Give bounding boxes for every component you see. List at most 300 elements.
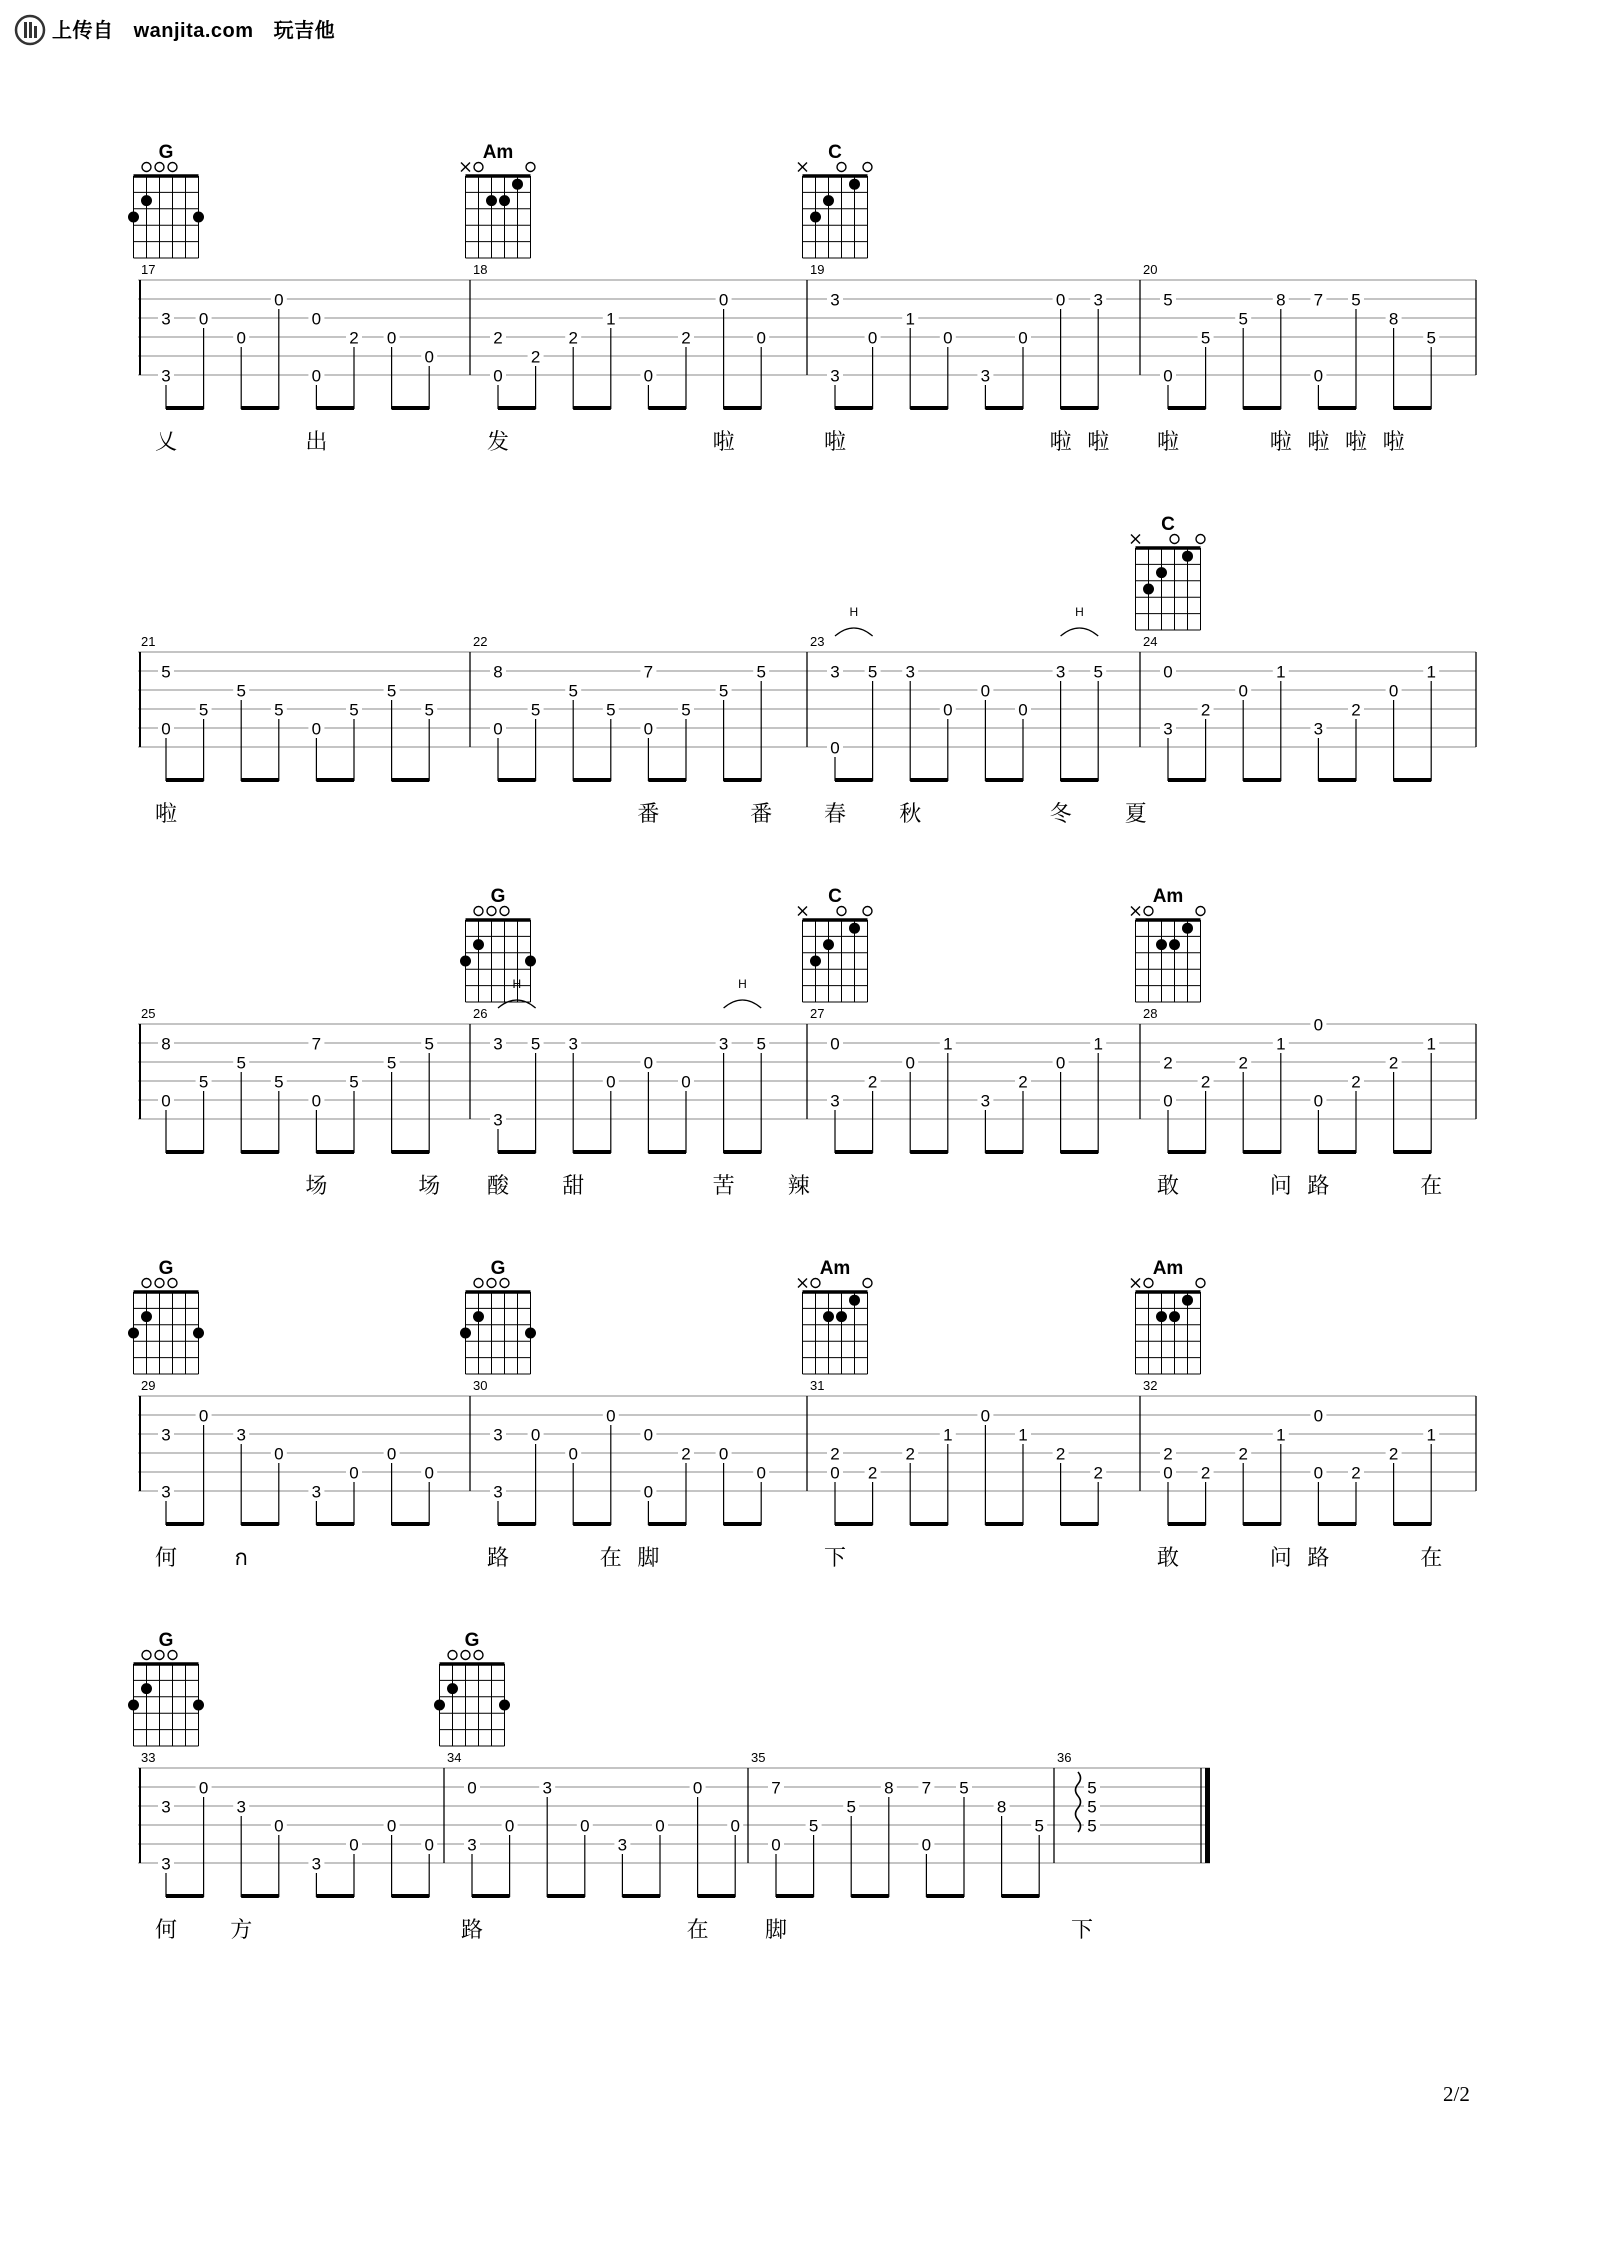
fret-number: 3 [236, 1425, 246, 1445]
fret-number: 5 [424, 1034, 434, 1054]
tab-system [128, 1630, 1210, 1942]
lyric-char: 在 [599, 1545, 622, 1570]
lyric-char: 啦 [1156, 429, 1180, 454]
fret-number: 5 [756, 1034, 766, 1054]
lyric-char: 苦 [712, 1173, 735, 1198]
finger-dot [193, 1700, 204, 1711]
finger-dot [486, 195, 497, 206]
fret-number: 3 [161, 1854, 171, 1874]
measure [141, 634, 437, 826]
open-string-icon [487, 1279, 496, 1288]
fret-number: 3 [493, 1034, 503, 1054]
beam [724, 778, 762, 782]
fret-number: 1 [1426, 662, 1436, 682]
beam [724, 1522, 762, 1526]
beam [498, 1150, 536, 1154]
fret-number: 5 [606, 700, 616, 720]
beam [472, 1894, 510, 1898]
beam [498, 406, 536, 410]
finger-dot [460, 956, 471, 967]
fret-number: 5 [236, 1053, 246, 1073]
fret-number: 3 [161, 1797, 171, 1817]
fret-number: 0 [424, 1463, 434, 1483]
fret-number: 2 [349, 328, 359, 348]
hammer-on-label: H [738, 977, 747, 991]
open-string-icon [837, 163, 846, 172]
tab-system [128, 1258, 1476, 1570]
fret-number: 3 [542, 1778, 552, 1798]
fret-number: 0 [943, 328, 953, 348]
fret-number: 0 [198, 1778, 209, 1798]
chord-name: G [158, 1630, 174, 1651]
fret-number: 0 [1055, 290, 1066, 310]
open-string-icon [474, 907, 483, 916]
fret-number: 2 [867, 1463, 878, 1483]
chord-name: G [490, 886, 506, 907]
chord-diagram [460, 907, 536, 1003]
finger-dot [193, 212, 204, 223]
fret-number: 5 [846, 1797, 856, 1817]
fret-number: 5 [959, 1778, 969, 1798]
finger-dot [447, 1683, 458, 1694]
fret-number: 8 [884, 1778, 894, 1798]
beam [166, 406, 204, 410]
beam [910, 1522, 948, 1526]
beam [1243, 778, 1281, 782]
lyric-char: 场 [305, 1173, 328, 1198]
open-string-icon [474, 163, 483, 172]
beam [835, 1522, 873, 1526]
fret-number: 2 [1200, 1072, 1211, 1092]
beam [698, 1894, 736, 1898]
lyric-char: 冬 [1049, 801, 1072, 826]
lyric-char: 啦 [712, 429, 735, 454]
fret-number: 2 [1388, 1444, 1399, 1464]
beam [1243, 1150, 1281, 1154]
chord-diagram [798, 907, 872, 1003]
fret-number: 0 [568, 1444, 578, 1464]
beam [241, 1150, 279, 1154]
finger-dot [128, 212, 139, 223]
fret-number: 3 [830, 366, 840, 386]
lyric-char: 下 [1070, 1917, 1094, 1942]
measure-number: 22 [473, 634, 488, 649]
measure-number: 32 [1143, 1378, 1158, 1393]
beam [648, 1150, 686, 1154]
measure-number: 35 [751, 1750, 766, 1765]
lyric-char: 辣 [787, 1173, 810, 1198]
fret-number: 3 [311, 1854, 322, 1874]
fret-number: 7 [1313, 290, 1324, 310]
lyric-char: 啦 [823, 429, 847, 454]
chord-diagram [128, 1651, 204, 1747]
lyric-char: 问 [1269, 1173, 1292, 1198]
fret-number: 7 [311, 1034, 322, 1054]
fret-number: 0 [493, 719, 503, 739]
fret-number: 2 [905, 1444, 915, 1464]
beam [166, 1522, 204, 1526]
chord-diagram [1131, 535, 1205, 631]
fret-number: 0 [580, 1816, 590, 1836]
hammer-on-arc [498, 1000, 536, 1008]
lyric-char: 番 [750, 801, 773, 826]
fret-number: 5 [530, 1034, 541, 1054]
beam [1061, 1150, 1099, 1154]
open-string-icon [1144, 907, 1153, 916]
fret-number: 0 [161, 719, 171, 739]
measure [1143, 262, 1439, 454]
finger-dot [810, 212, 821, 223]
lyric-char: 啦 [154, 801, 178, 826]
fret-number: 0 [980, 681, 991, 701]
lyric-char: ก [234, 1545, 248, 1570]
fret-number: 0 [1388, 681, 1399, 701]
beam [1168, 1150, 1206, 1154]
tab-system [138, 886, 1476, 1198]
fret-number: 0 [1313, 1015, 1324, 1035]
fret-number: 0 [643, 1482, 654, 1502]
fret-number: 3 [980, 1091, 991, 1111]
fret-number: 1 [1093, 1034, 1103, 1054]
fret-number: 0 [1018, 700, 1028, 720]
fret-number: 0 [1313, 1091, 1324, 1111]
lyric-char: 问 [1269, 1545, 1292, 1570]
beam [573, 1522, 611, 1526]
finger-dot [128, 1700, 139, 1711]
beam [316, 1150, 354, 1154]
fret-number: 5 [349, 700, 359, 720]
lyric-char: 方 [230, 1917, 253, 1942]
fret-number: 0 [274, 290, 284, 310]
finger-dot [434, 1700, 445, 1711]
beam [1061, 406, 1099, 410]
fret-number: 3 [1093, 290, 1103, 310]
measure-number: 17 [141, 262, 156, 277]
fret-number: 8 [996, 1797, 1007, 1817]
lyric-char: 场 [418, 1173, 441, 1198]
fret-number: 2 [830, 1444, 840, 1464]
lyric-char: 在 [1420, 1173, 1443, 1198]
finger-dot [193, 1328, 204, 1339]
finger-dot [849, 923, 860, 934]
fret-number: 0 [606, 1406, 616, 1426]
fret-number: 5 [1087, 1797, 1097, 1817]
finger-dot [1182, 1295, 1193, 1306]
arpeggio-wave-icon [1076, 1772, 1081, 1832]
fret-number: 0 [467, 1778, 477, 1798]
measure [1131, 1258, 1442, 1570]
chord-diagram [434, 1651, 510, 1747]
fret-number: 2 [1200, 1463, 1211, 1483]
open-string-icon [474, 1279, 483, 1288]
beam [1318, 778, 1356, 782]
fret-number: 1 [1276, 1425, 1286, 1445]
beam [498, 1522, 536, 1526]
beam [498, 778, 536, 782]
fret-number: 2 [1351, 700, 1361, 720]
fret-number: 0 [730, 1816, 740, 1836]
fret-number: 3 [905, 662, 915, 682]
open-string-icon [142, 1279, 151, 1288]
beam [392, 406, 430, 410]
finger-dot [1169, 1311, 1180, 1322]
chord-name: C [828, 142, 842, 163]
fret-number: 0 [692, 1778, 703, 1798]
lyric-char: 在 [686, 1917, 709, 1942]
measure-number: 20 [1143, 262, 1158, 277]
fret-number: 0 [274, 1816, 284, 1836]
measure-number: 18 [473, 262, 488, 277]
lyric-char: 何 [154, 1917, 178, 1942]
open-string-icon [155, 1651, 164, 1660]
fret-number: 0 [718, 1444, 729, 1464]
fret-number: 3 [161, 1425, 171, 1445]
lyric-char: 秋 [899, 801, 922, 826]
fret-number: 5 [1426, 328, 1436, 348]
fret-number: 3 [161, 309, 171, 329]
fret-number: 8 [1276, 290, 1286, 310]
measure-number: 19 [810, 262, 825, 277]
site-url[interactable]: wanjita.com [133, 20, 254, 42]
beam [1318, 1522, 1356, 1526]
fret-number: 5 [681, 700, 691, 720]
fret-number: 8 [161, 1034, 171, 1054]
chord-name: G [464, 1630, 480, 1651]
fret-number: 2 [1351, 1463, 1361, 1483]
measure [751, 1750, 1047, 1942]
lyric-char: 路 [1307, 1545, 1330, 1570]
tab-system [128, 142, 1476, 454]
fret-number: 3 [1055, 662, 1066, 682]
lyric-char: 敢 [1156, 1545, 1180, 1570]
beam [648, 406, 686, 410]
fret-number: 0 [756, 1463, 766, 1483]
measure-number: 27 [810, 1006, 825, 1021]
fret-number: 0 [867, 328, 878, 348]
fret-number: 5 [161, 662, 171, 682]
fret-number: 0 [386, 328, 397, 348]
lyric-char: 啦 [1382, 429, 1405, 454]
fret-number: 2 [1351, 1072, 1361, 1092]
finger-dot [1182, 923, 1193, 934]
fret-number: 2 [681, 1444, 691, 1464]
finger-dot [499, 195, 510, 206]
chord-diagram [128, 1279, 204, 1375]
fret-number: 3 [718, 1034, 729, 1054]
fret-number: 0 [771, 1835, 781, 1855]
measure-number: 31 [810, 1378, 825, 1393]
measure [141, 1006, 440, 1198]
measure [473, 634, 772, 826]
fret-number: 3 [161, 1482, 171, 1502]
finger-dot [460, 1328, 471, 1339]
fret-number: 2 [1163, 1444, 1173, 1464]
fret-number: 0 [905, 1053, 915, 1073]
fret-number: 5 [718, 681, 729, 701]
beam [1168, 778, 1206, 782]
fret-number: 0 [681, 1072, 691, 1092]
beam [910, 406, 948, 410]
fret-number: 1 [606, 309, 616, 329]
beam [648, 778, 686, 782]
chord-name: C [828, 886, 842, 907]
open-string-icon [1196, 535, 1205, 544]
measure [798, 886, 1106, 1154]
fret-number: 5 [1093, 662, 1103, 682]
fret-number: 0 [1313, 366, 1324, 386]
beam [1002, 1894, 1040, 1898]
lyric-char: 发 [486, 429, 510, 454]
fret-number: 0 [1313, 1406, 1324, 1426]
finger-dot [141, 1311, 152, 1322]
measure-number: 30 [473, 1378, 488, 1393]
chord-name: G [490, 1258, 506, 1279]
measure [1057, 1750, 1210, 1942]
open-string-icon [448, 1651, 457, 1660]
fret-number: 2 [530, 347, 541, 367]
fret-number: 2 [493, 328, 503, 348]
measure [128, 142, 437, 454]
fret-number: 0 [830, 738, 840, 758]
fret-number: 2 [867, 1072, 878, 1092]
beam [547, 1894, 585, 1898]
fret-number: 3 [980, 366, 991, 386]
hammer-on-arc [835, 628, 873, 636]
chord-diagram [798, 1279, 872, 1375]
finger-dot [823, 1311, 834, 1322]
lyric-char: 脚 [764, 1917, 788, 1942]
fret-number: 0 [1055, 1053, 1066, 1073]
open-string-icon [500, 1279, 509, 1288]
fret-number: 5 [1163, 290, 1173, 310]
lyric-char: 路 [460, 1917, 484, 1942]
open-string-icon [142, 1651, 151, 1660]
fret-number: 0 [1163, 1463, 1173, 1483]
fret-number: 0 [643, 366, 654, 386]
fret-number: 0 [1163, 1091, 1173, 1111]
open-string-icon [863, 1279, 872, 1288]
beam [910, 778, 948, 782]
fret-number: 3 [568, 1034, 578, 1054]
hammer-on-label: H [1075, 605, 1084, 619]
measure-number: 24 [1143, 634, 1158, 649]
fret-number: 2 [1018, 1072, 1028, 1092]
measure [810, 605, 1147, 826]
upload-label: 上传自 [52, 20, 114, 42]
finger-dot [473, 1311, 484, 1322]
fret-number: 5 [274, 1072, 284, 1092]
beam [835, 778, 873, 782]
chord-name: C [1161, 514, 1175, 535]
fret-number: 0 [493, 366, 503, 386]
finger-dot [823, 195, 834, 206]
fret-number: 5 [568, 681, 578, 701]
beam [985, 778, 1023, 782]
beam [985, 1150, 1023, 1154]
beam [316, 406, 354, 410]
chord-diagram [461, 163, 535, 259]
open-string-icon [474, 1651, 483, 1660]
fret-number: 1 [1426, 1034, 1436, 1054]
measure [460, 886, 810, 1198]
open-string-icon [863, 163, 872, 172]
beam [166, 778, 204, 782]
fret-number: 1 [1018, 1425, 1028, 1445]
measure-number: 23 [810, 634, 825, 649]
fret-number: 0 [1163, 662, 1173, 682]
fret-number: 5 [1087, 1816, 1097, 1836]
final-bar-thick [1205, 1768, 1210, 1863]
fret-number: 0 [530, 1425, 541, 1445]
open-string-icon [526, 163, 535, 172]
finger-dot [141, 1683, 152, 1694]
fret-number: 0 [943, 700, 953, 720]
fret-number: 0 [1018, 328, 1028, 348]
fret-number: 2 [1238, 1444, 1248, 1464]
lyric-char: 路 [486, 1545, 510, 1570]
chord-diagram [1131, 1279, 1205, 1375]
chord-diagram [798, 163, 872, 259]
fret-number: 0 [504, 1816, 515, 1836]
fret-number: 0 [349, 1463, 359, 1483]
beam [241, 778, 279, 782]
lyric-char: 甜 [562, 1173, 585, 1198]
measure-number: 36 [1057, 1750, 1072, 1765]
fret-number: 5 [349, 1072, 359, 1092]
finger-dot [1156, 1311, 1167, 1322]
finger-dot [499, 1700, 510, 1711]
fret-number: 3 [1163, 719, 1173, 739]
measure-number: 29 [141, 1378, 156, 1393]
fret-number: 3 [493, 1425, 503, 1445]
fret-number: 0 [830, 1463, 840, 1483]
lyric-char: 夏 [1124, 801, 1147, 826]
fret-number: 5 [198, 700, 209, 720]
beam [1394, 778, 1432, 782]
lyric-char: 番 [637, 801, 660, 826]
beam [573, 778, 611, 782]
measure-number: 28 [1143, 1006, 1158, 1021]
fret-number: 5 [867, 662, 878, 682]
finger-dot [1143, 584, 1154, 595]
fret-number: 0 [830, 1034, 840, 1054]
hammer-on-arc [724, 1000, 762, 1008]
beam [1394, 1150, 1432, 1154]
fret-number: 0 [980, 1406, 991, 1426]
beam [1318, 1150, 1356, 1154]
beam [985, 1522, 1023, 1526]
fret-number: 0 [311, 309, 322, 329]
beam [1168, 406, 1206, 410]
fret-number: 1 [1276, 662, 1286, 682]
beam [1243, 1522, 1281, 1526]
finger-dot [525, 956, 536, 967]
finger-dot [1156, 939, 1167, 950]
fret-number: 5 [274, 700, 284, 720]
beam [1394, 406, 1432, 410]
beam [316, 1894, 354, 1898]
measure-number: 25 [141, 1006, 156, 1021]
site-name: 玩吉他 [273, 20, 336, 42]
finger-dot [141, 195, 152, 206]
fret-number: 5 [386, 681, 397, 701]
beam [835, 406, 873, 410]
measure [461, 142, 769, 454]
open-string-icon [811, 1279, 820, 1288]
beam [573, 406, 611, 410]
hammer-on-arc [1061, 628, 1099, 636]
lyric-char: 敢 [1156, 1173, 1180, 1198]
